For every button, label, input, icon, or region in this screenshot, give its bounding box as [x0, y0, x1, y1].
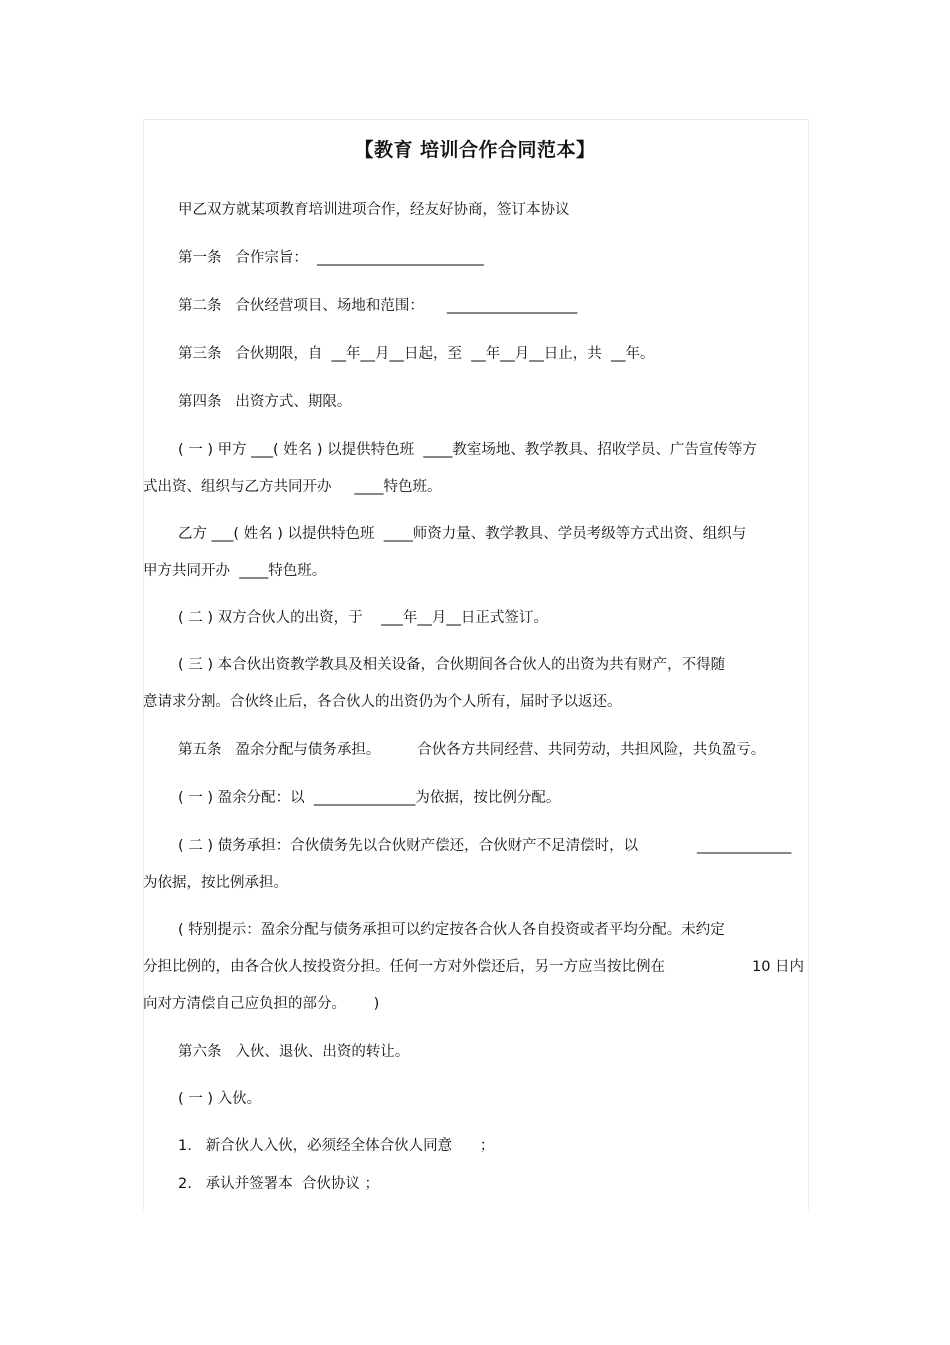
special-note-days: 10 日内	[752, 959, 805, 975]
article-1: 第一条 合作宗旨： _______________________	[178, 250, 484, 266]
special-note-line3: 向对方清偿自己应负担的部分。 )	[143, 996, 380, 1012]
clause-4-3-line2: 意请求分割。合伙终止后，各合伙人的出资仍为个人所有，届时予以返还。	[143, 694, 622, 710]
special-note-line1: ( 特别提示：盈余分配与债务承担可以约定按各合伙人各自投资或者平均分配。未约定	[178, 922, 725, 938]
special-note-line2: 分担比例的，由各合伙人按投资分担。任何一方对外偿还后，另一方应当按比例在	[143, 959, 665, 975]
clause-6-1: ( 一 ) 入伙。	[178, 1091, 262, 1107]
clause-4-1-line2: 式出资、组织与乙方共同开办 ____特色班。	[143, 479, 442, 495]
article-2: 第二条 合伙经营项目、场地和范围： __________________	[178, 298, 578, 314]
clause-4-1-line1: ( 一 ) 甲方 ___( 姓名 ) 以提供特色班 ____教室场地、教学教具、招收学员、广告宣传等方	[178, 442, 757, 458]
clause-5-1: ( 一 ) 盈余分配：以 ______________为依据，按比例分配。	[178, 790, 561, 806]
article-4: 第四条 出资方式、期限。	[178, 394, 352, 410]
article-3: 第三条 合伙期限，自 __年__月__日起，至 __年__月__日止，共 __年。	[178, 346, 655, 362]
article-6: 第六条 入伙、退伙、出资的转让。	[178, 1044, 410, 1060]
clause-6-1-item2: 2. 承认并签署本 合伙协议 ；	[178, 1176, 379, 1192]
clause-4-3-line1: ( 三 ) 本合伙出资教学教具及相关设备，合伙期间各合伙人的出资为共有财产，不得随	[178, 657, 726, 673]
clause-6-1-item1: 1. 新合伙人入伙，必须经全体合伙人同意 ；	[178, 1138, 495, 1154]
clause-4-2: ( 二 ) 双方合伙人的出资，于 ___年__月__日正式签订。	[178, 610, 548, 626]
article-5: 第五条 盈余分配与债务承担。 合伙各方共同经营、共同劳动，共担风险，共负盈亏。	[178, 742, 766, 758]
clause-5-2-line1: ( 二 ) 债务承担：合伙债务先以合伙财产偿还，合伙财产不足清偿时，以	[178, 838, 639, 854]
clause-4-party-b-line2: 甲方共同开办 ____特色班。	[143, 563, 327, 579]
document-title: 【教育 培训合作合同范本】	[354, 139, 596, 161]
clause-4-party-b-line1: 乙方 ___( 姓名 ) 以提供特色班 ____师资力量、教学教具、学员考级等方式出资、组织与	[178, 526, 747, 542]
intro-line: 甲乙双方就某项教育培训进项合作，经友好协商，签订本协议	[178, 202, 570, 218]
clause-5-2-blank: _____________	[697, 838, 792, 854]
clause-5-2-line2: 为依据，按比例承担。	[143, 875, 288, 891]
